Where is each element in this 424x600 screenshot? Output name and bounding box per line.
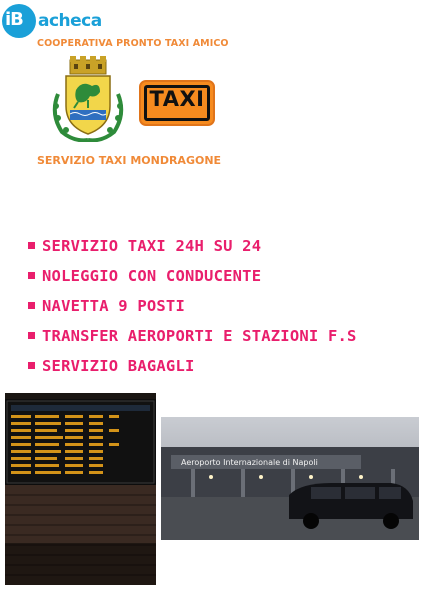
service-item-label: NOLEGGIO CON CONDUCENTE <box>42 267 262 285</box>
service-item-label: TRANSFER AEROPORTI E STAZIONI F.S <box>42 327 357 345</box>
airport-night-image <box>161 417 419 540</box>
bullet-icon <box>28 302 35 309</box>
service-item <box>28 264 357 294</box>
bullet-icon <box>28 272 35 279</box>
cooperative-title: COOPERATIVA PRONTO TAXI AMICO <box>37 38 229 49</box>
logo-word: acheca <box>38 11 102 31</box>
service-item <box>28 324 357 354</box>
airport-sign-text: Aeroporto Internazionale di Napoli <box>181 458 318 467</box>
site-logo <box>2 4 132 40</box>
logo-bubble-text: iB <box>5 9 23 30</box>
service-item <box>28 354 357 384</box>
taxi-sign-label: TAXI <box>149 87 205 111</box>
service-item-label: NAVETTA 9 POSTI <box>42 297 185 315</box>
service-item <box>28 294 357 324</box>
bullet-icon <box>28 362 35 369</box>
coat-of-arms-icon <box>48 54 128 142</box>
taxi-sign <box>139 80 215 126</box>
service-item-label: SERVIZIO TAXI 24H SU 24 <box>42 237 262 255</box>
departure-board-image <box>5 393 156 585</box>
bullet-icon <box>28 332 35 339</box>
service-item <box>28 234 357 264</box>
bullet-icon <box>28 242 35 249</box>
service-title: SERVIZIO TAXI MONDRAGONE <box>37 154 222 167</box>
service-item-label: SERVIZIO BAGAGLI <box>42 357 195 375</box>
services-list <box>28 234 357 384</box>
